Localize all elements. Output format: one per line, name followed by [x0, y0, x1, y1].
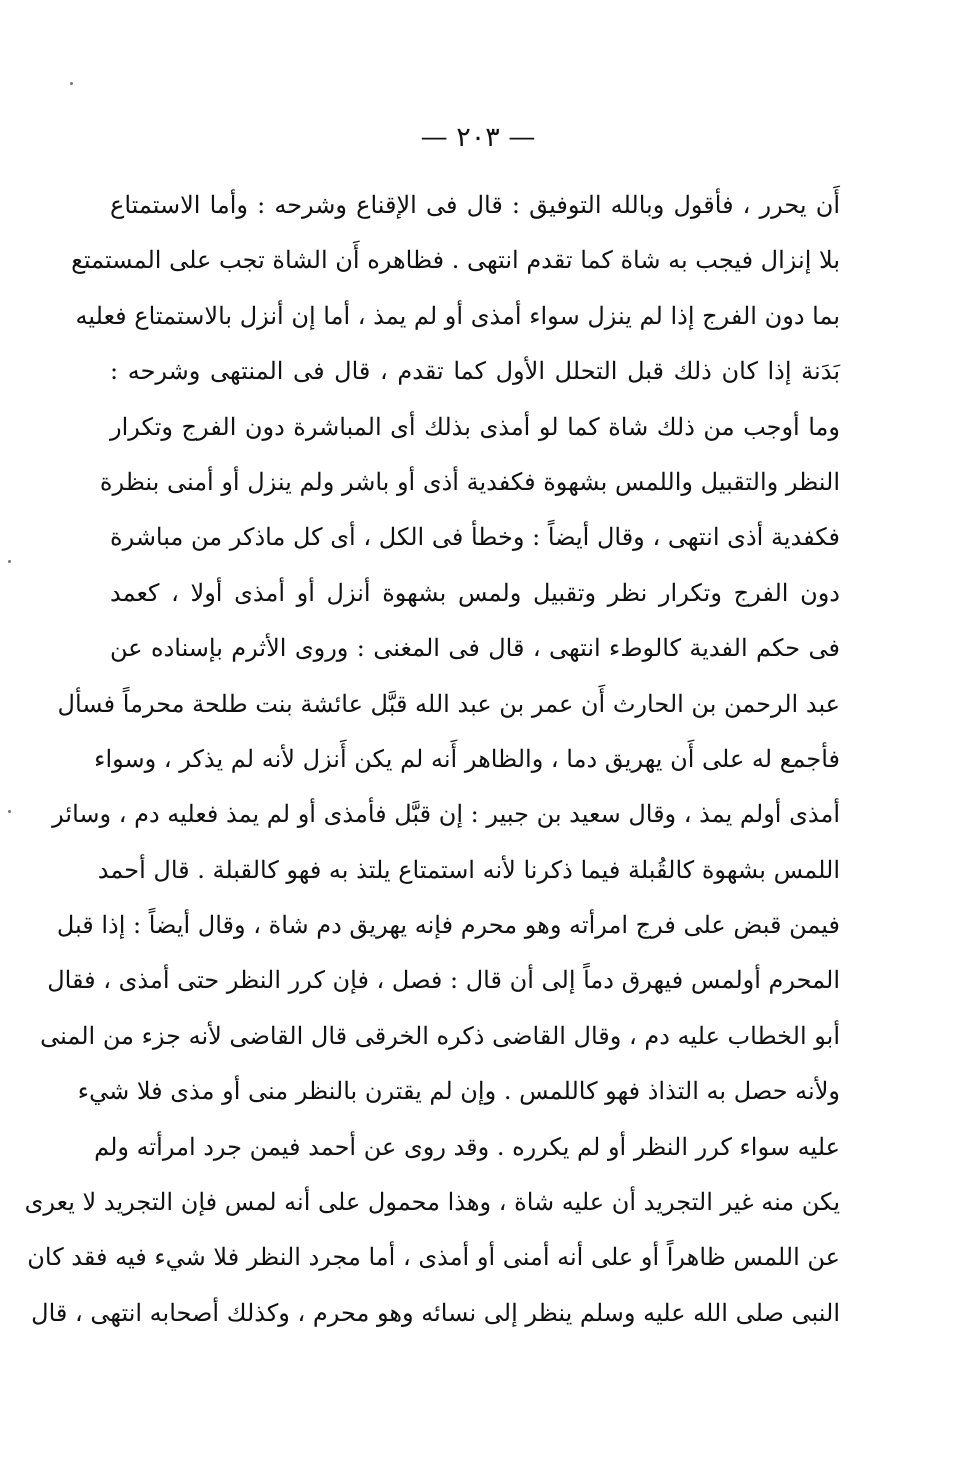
text-line: النظر والتقبيل واللمس بشهوة فكفدية أذى أو باشر ولم ينزل أو أمنى بنظرة	[99, 467, 840, 496]
margin-dot	[8, 810, 11, 813]
text-line: يكن منه غير التجريد أن عليه شاة ، وهذا محمول على أنه لمس فإن التجريد لا يعرى	[24, 1188, 840, 1217]
text-line: بما دون الفرج إذا لم ينزل سواء أمذى أو لم يمذ ، أما إن أنزل بالاستمتاع فعليه	[75, 301, 840, 330]
body-text	[24, 178, 840, 1341]
text-line: بَدَنة إذا كان ذلك قبل التحلل الأول كما تقدم ، قال فى المنتهى وشرحه :	[110, 357, 840, 386]
text-line: أمذى أولم يمذ ، وقال سعيد بن جبير : إن قبَّل فأمذى أو لم يمذ فعليه دم ، وسائر	[52, 800, 840, 829]
page-number: — ٢٠٣ —	[420, 122, 536, 153]
text-line: فيمن قبض على فرج امرأته وهو محرم فإنه يهريق دم شاة ، وقال أيضاً : إذا قبل	[56, 911, 840, 940]
text-line: عليه سواء كرر النظر أو لم يكرره . وقد روى عن أحمد فيمن جرد امرأته ولم	[94, 1132, 840, 1161]
text-line: فكفدية أذى انتهى ، وقال أيضاً : وخطأ فى الكل ، أى كل ماذكر من مباشرة	[110, 523, 840, 552]
text-line: بلا إنزال فيجب به شاة كما تقدم انتهى . فظاهره أَن الشاة تجب على المستمتع	[71, 246, 840, 275]
text-line: أبو الخطاب عليه دم ، وقال القاضى ذكره الخرقى قال القاضى لأنه جزء من المنى	[40, 1021, 840, 1050]
margin-dot	[8, 560, 11, 563]
margin-dot	[70, 82, 73, 85]
text-line: دون الفرج وتكرار نظر وتقبيل ولمس بشهوة أنزل أو أمذى أولا ، كعمد	[110, 578, 840, 607]
text-line: عبد الرحمن بن الحارث أَن عمر بن عبد الله قبَّل عائشة بنت طلحة محرماً فسأل	[57, 689, 840, 718]
text-line: عن اللمس ظاهراً أو على أنه أمنى أو أمذى ، أما مجرد النظر فلا شيء فيه فقد كان	[27, 1243, 840, 1272]
text-line: النبى صلى الله عليه وسلم ينظر إلى نسائه وهو محرم ، وكذلك أصحابه انتهى ، قال	[31, 1298, 840, 1327]
text-line: ولأنه حصل به التذاذ فهو كاللمس . وإن لم يقترن بالنظر منى أو مذى فلا شيء	[77, 1077, 840, 1106]
text-line: أَن يحرر ، فأقول وبالله التوفيق : قال فى الإقناع وشرحه : وأما الاستمتاع	[110, 191, 840, 219]
text-line: اللمس بشهوة كالقُبلة فيما ذكرنا لأنه استمتاع يلتذ به فهو كالقبلة . قال أحمد	[97, 855, 840, 884]
text-line: فى حكم الفدية كالوطء انتهى ، قال فى المغنى : وروى الأثرم بإسناده عن	[110, 634, 840, 663]
text-line: وما أوجب من ذلك شاة كما لو أمذى بذلك أى المباشرة دون الفرج وتكرار	[110, 412, 840, 441]
text-line: فأجمع له على أَن يهريق دما ، والظاهر أَنه لم يكن أَنزل لأنه لم يذكر ، وسواء	[94, 744, 840, 773]
text-line: المحرم أولمس فيهرق دماً إلى أن قال : فصل ، فإن كرر النظر حتى أمذى ، فقال	[47, 966, 840, 995]
